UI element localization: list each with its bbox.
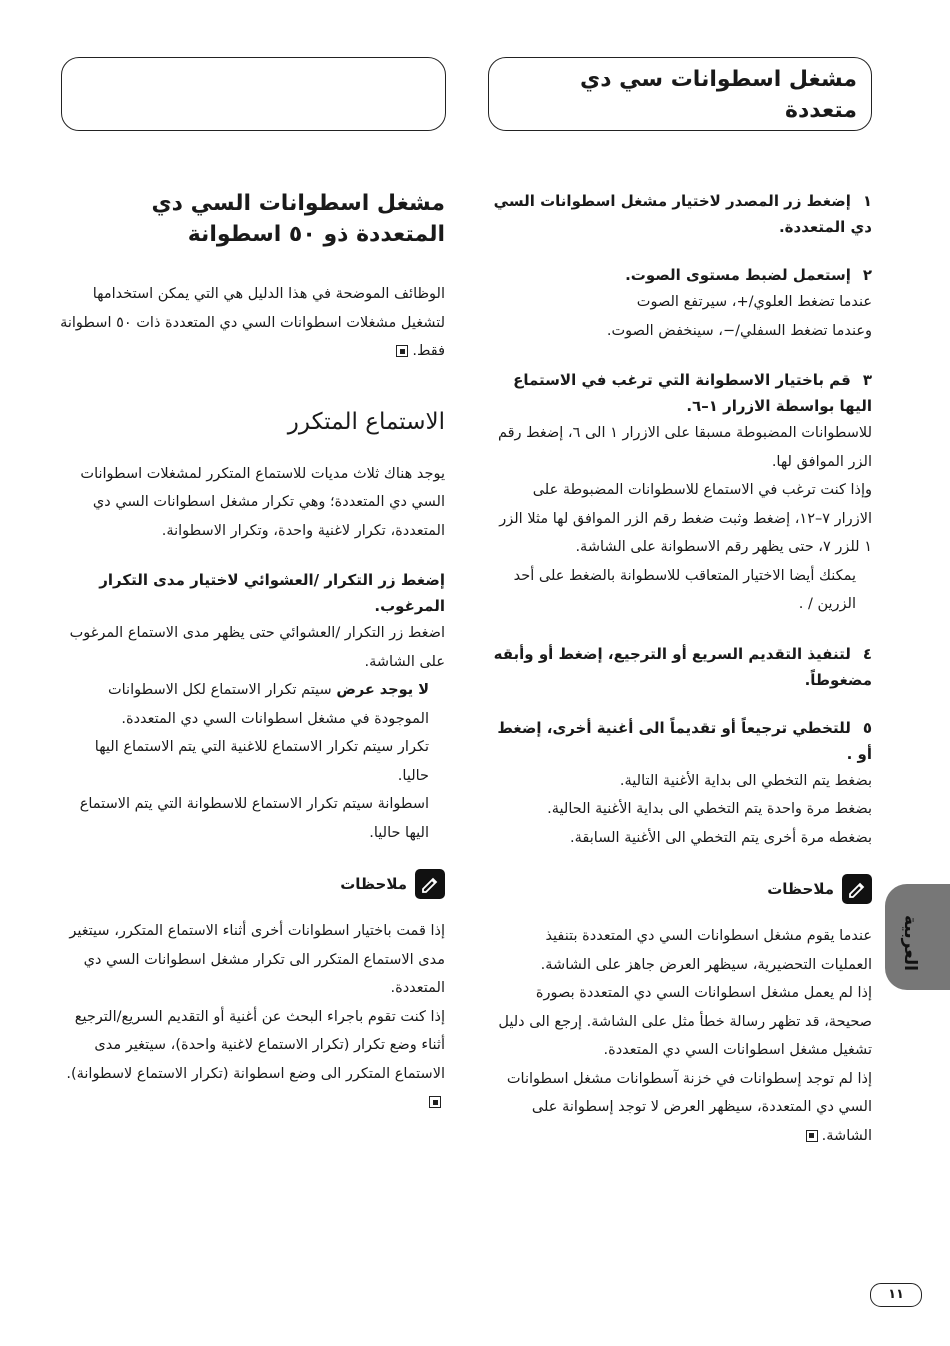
step-number: ٢	[862, 266, 872, 284]
step-2	[492, 262, 872, 345]
step-body: وعندما تضغط السفلي/−، سينخفض الصوت.	[606, 322, 872, 339]
step-1	[492, 188, 872, 240]
step-text: إستعمل لضبط مستوى الصوت.	[625, 266, 851, 284]
pencil-note-icon	[842, 874, 872, 904]
step-body: عندما تضغط العلوي/+، سيرتفع الصوت	[636, 294, 872, 310]
language-side-tab-label: العربية	[900, 914, 920, 971]
repeat-options	[60, 676, 445, 847]
step-text: قم باختيار الاسطوانة التي ترغب في الاستماع اليها بواسطة الازرار ١–٦.	[513, 371, 872, 415]
step-body: وإذا كنت ترغب في الاستماع للاسطوانات المضبوطة على الازرار ٧–١٢، إضغط وثبت ضغط رقم الزر الموافق لها مثلا الزر ١ للزر ٧، حتى يظهر رقم الاسطوانة على الشاشة.	[499, 482, 872, 555]
note-item: إذا قمت باختيار اسطوانات أخرى أثناء الاستماع المتكرر، سيتغير مدى الاستماع المتكرر الى تكرار مشغل اسطوانات السي دي المتعددة.	[69, 923, 445, 996]
left-column	[60, 188, 445, 1117]
end-mark-icon	[429, 1096, 441, 1108]
repeat-step: إضغط زر التكرار /العشوائي لاختيار مدى التكرار المرغوب.	[99, 571, 445, 615]
step-number: ٤	[862, 644, 872, 663]
step-body: يمكنك أيضا الاختيار المتعاقب للاسطوانة بالضغط على أحد الزرين / .	[513, 567, 856, 612]
page-title: مشغل اسطوانات سي دي متعددة	[580, 67, 857, 123]
right-column	[492, 188, 872, 1150]
note-item: عندما يقوم مشغل اسطوانات السي دي المتعددة بتنفيذ العمليات التحضيرية، سيظهر العرض جاهز على الشاشة.	[540, 928, 872, 973]
section-title: الاستماع المتكرر	[287, 408, 445, 435]
step-body: بضغط مرة واحدة يتم التخطي الى بداية الأغنية الحالية.	[547, 801, 872, 817]
step-3	[492, 367, 872, 619]
step-number: ٥	[862, 718, 872, 737]
notes-label: ملاحظات	[767, 880, 834, 898]
repeat-option: اسطوانة سيتم تكرار الاستماع للاسطوانة التي يتم الاستماع اليها حاليا.	[79, 796, 429, 841]
step-number: ١	[862, 192, 872, 210]
step-number: ٣	[862, 371, 872, 389]
section-body: يوجد هناك ثلاث مديات للاستماع المتكرر لمشغلات اسطوانات السي دي المتعددة؛ وهي تكرار مشغل اسطوانات السي دي المتعددة، تكرار لاغنية واحدة، وتكرار الاسطوانة.	[80, 465, 445, 539]
end-mark-icon	[806, 1130, 818, 1142]
section-body: الوظائف الموضحة في هذا الدليل هي التي يمكن استخدامها لتشغيل مشغلات اسطوانات السي دي المتعددة ذات ٥٠ اسطوانة فقط.	[60, 286, 445, 359]
repeat-step-body: اضغط زر التكرار /العشوائي حتى يظهر مدى الاستماع المرغوب على الشاشة.	[69, 625, 445, 670]
note-item: إذا كنت تقوم باجراء البحث عن أغنية أو التقديم السريع/الترجيع أثناء وضع تكرار (تكرار الاستماع لاغنية واحدة)، سيتغير مدى الاستماع المتكرر الى وضع اسطوانة (تكرار الاستماع لاسطوانة).	[60, 1003, 445, 1117]
section-title: مشغل اسطوانات السي دي المتعددة ذو ٥٠ اسطوانة	[151, 191, 445, 247]
step-text: إضغط زر المصدر لاختيار مشغل اسطوانات السي دي المتعددة.	[493, 192, 872, 236]
note-item: إذا لم يعمل مشغل اسطوانات السي دي المتعددة بصورة صحيحة، قد تظهر رسالة خطأ مثل على الشاشة. إرجع الى دليل تشغيل مشغل اسطوانات السي دي المتعددة.	[498, 985, 872, 1058]
repeat-option: تكرار سيتم تكرار الاستماع للاغنية التي يتم الاستماع اليها حاليا.	[94, 739, 429, 784]
header-box-right	[488, 57, 872, 131]
step-5	[492, 715, 872, 853]
notes-label: ملاحظات	[340, 875, 407, 893]
step-4	[492, 641, 872, 693]
page-number: ١١	[870, 1283, 922, 1307]
pencil-note-icon	[415, 869, 445, 899]
header-box-left	[61, 57, 446, 131]
notes-header	[492, 874, 872, 904]
end-mark-icon	[396, 345, 408, 357]
step-body: بضغطه مرة أخرى يتم التخطي الى الأغنية السابقة.	[570, 829, 872, 846]
step-body: للاسطوانات المضبوطة مسبقا على الازرار ١ الى ٦، إضغط رقم الزر الموافق لها.	[497, 425, 872, 470]
notes-header	[60, 869, 445, 899]
step-text: لتنفيذ التقديم السريع أو الترجيع، إضغط أو وأبقه مضغوطاً.	[493, 644, 872, 689]
step-text: للتخطي ترجيعاً أو تقديماً الى أغنية أخرى، إضغط أو .	[497, 718, 872, 763]
note-item: إذا لم توجد إسطوانات في خزنة آسطوانات مشغل اسطوانات السي دي المتعددة، سيظهر العرض لا توجد إسطوانة على الشاشة.	[506, 1070, 872, 1144]
step-body: بضغط يتم التخطي الى بداية الأغنية التالية.	[619, 772, 872, 789]
repeat-option: لا يوجد عرض سيتم تكرار الاستماع لكل الاسطوانات الموجودة في مشغل اسطوانات السي دي المتعددة.	[107, 682, 429, 727]
